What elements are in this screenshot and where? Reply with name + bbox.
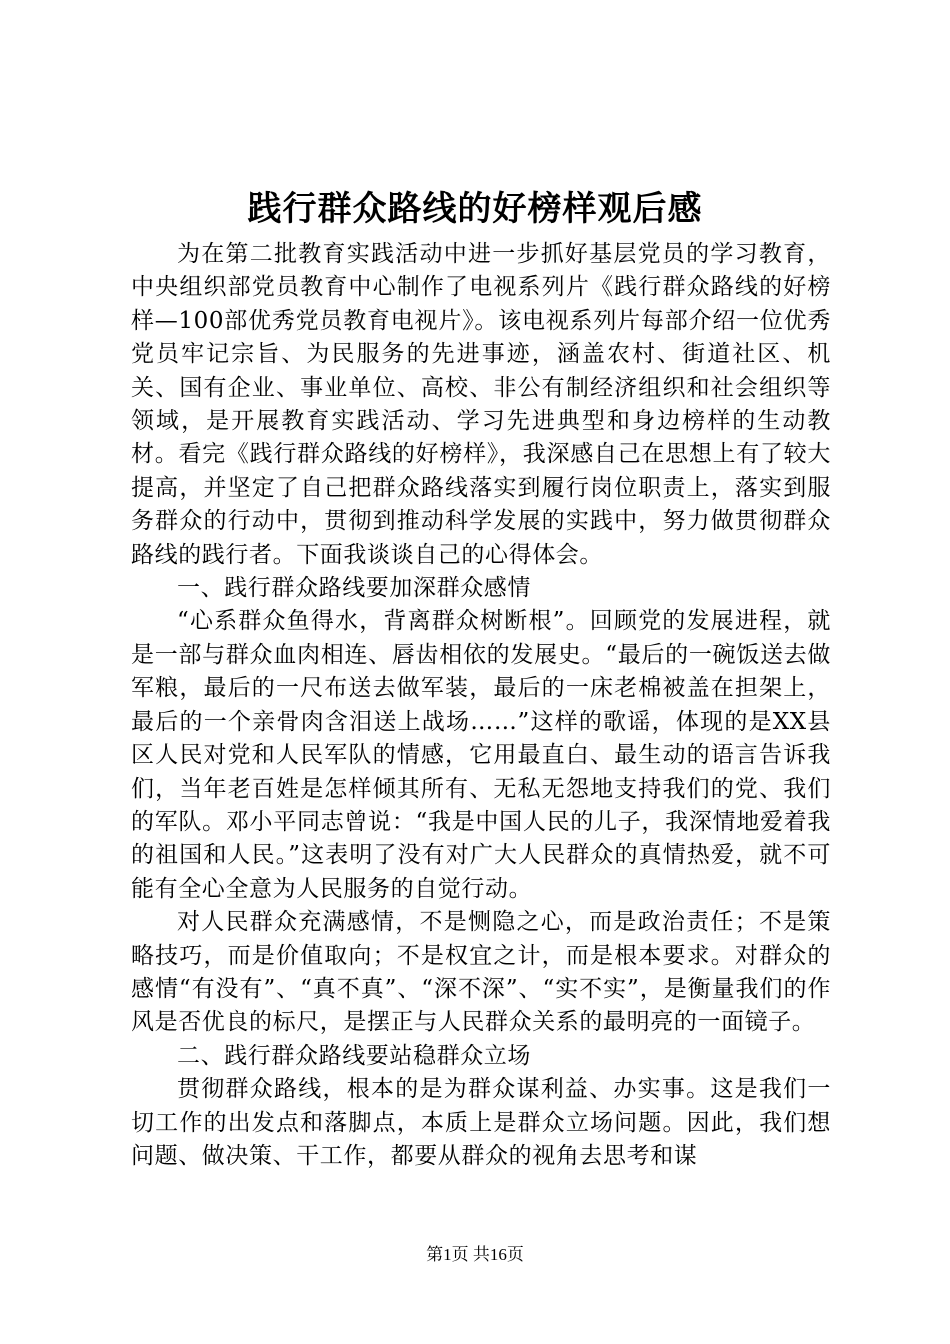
document-title: 践行群众路线的好榜样观后感 [247, 189, 703, 229]
document-body [131, 238, 831, 1173]
body-paragraph: 贯彻群众路线，根本的是为群众谋利益、办实事。这是我们一切工作的出发点和落脚点，本质上是群众立场问题。因此，我们想问题、做决策、干工作，都要从群众的视角去思考和谋 [131, 1076, 831, 1169]
body-paragraph: “心系群众鱼得水，背离群众树断根”。回顾党的发展进程，就是一部与群众血肉相连、唇齿相依的发展史。“最后的一碗饭送去做军粮，最后的一尺布送去做军装，最后的一床老棉被盖在担架上，最后的一个亲骨肉含泪送上战场……”这样的歌谣，体现的是XX县区人民对党和人民军队的情感，它用最直白、最生动的语言告诉我们，当年老百姓是怎样倾其所有、无私无怨地支持我们的党、我们的军队。邓小平同志曾说：“我是中国人民的儿子，我深情地爱着我的祖国和人民。”这表明了没有对广大人民群众的真情热爱，就不可能有全心全意为人民服务的自觉行动。 [131, 608, 831, 902]
intro-paragraph: 为在第二批教育实践活动中进一步抓好基层党员的学习教育，中央组织部党员教育中心制作了电视系列片《践行群众路线的好榜样—100部优秀党员教育电视片》。该电视系列片每部介绍一位优秀党员牢记宗旨、为民服务的先进事迹，涵盖农村、街道社区、机关、国有企业、事业单位、高校、非公有制经济组织和社会组织等领域，是开展教育实践活动、学习先进典型和身边榜样的生动教材。看完《践行群众路线的好榜样》，我深感自己在思想上有了较大提高，并坚定了自己把群众路线落实到履行岗位职责上，落实到服务群众的行动中，贯彻到推动科学发展的实践中，努力做贯彻群众路线的践行者。下面我谈谈自己的心得体会。 [131, 241, 831, 568]
section-heading-2: 二、践行群众路线要站稳群众立场 [177, 1042, 531, 1069]
page-number-footer: 第1页 共16页 [426, 1245, 524, 1264]
section-heading-1: 一、践行群众路线要加深群众感情 [177, 575, 531, 602]
body-paragraph: 对人民群众充满感情，不是恻隐之心，而是政治责任；不是策略技巧，而是价值取向；不是权宜之计，而是根本要求。对群众的感情“有没有”、“真不真”、“深不深”、“实不实”，是衡量我们的作风是否优良的标尺，是摆正与人民群众关系的最明亮的一面镜子。 [131, 909, 831, 1036]
